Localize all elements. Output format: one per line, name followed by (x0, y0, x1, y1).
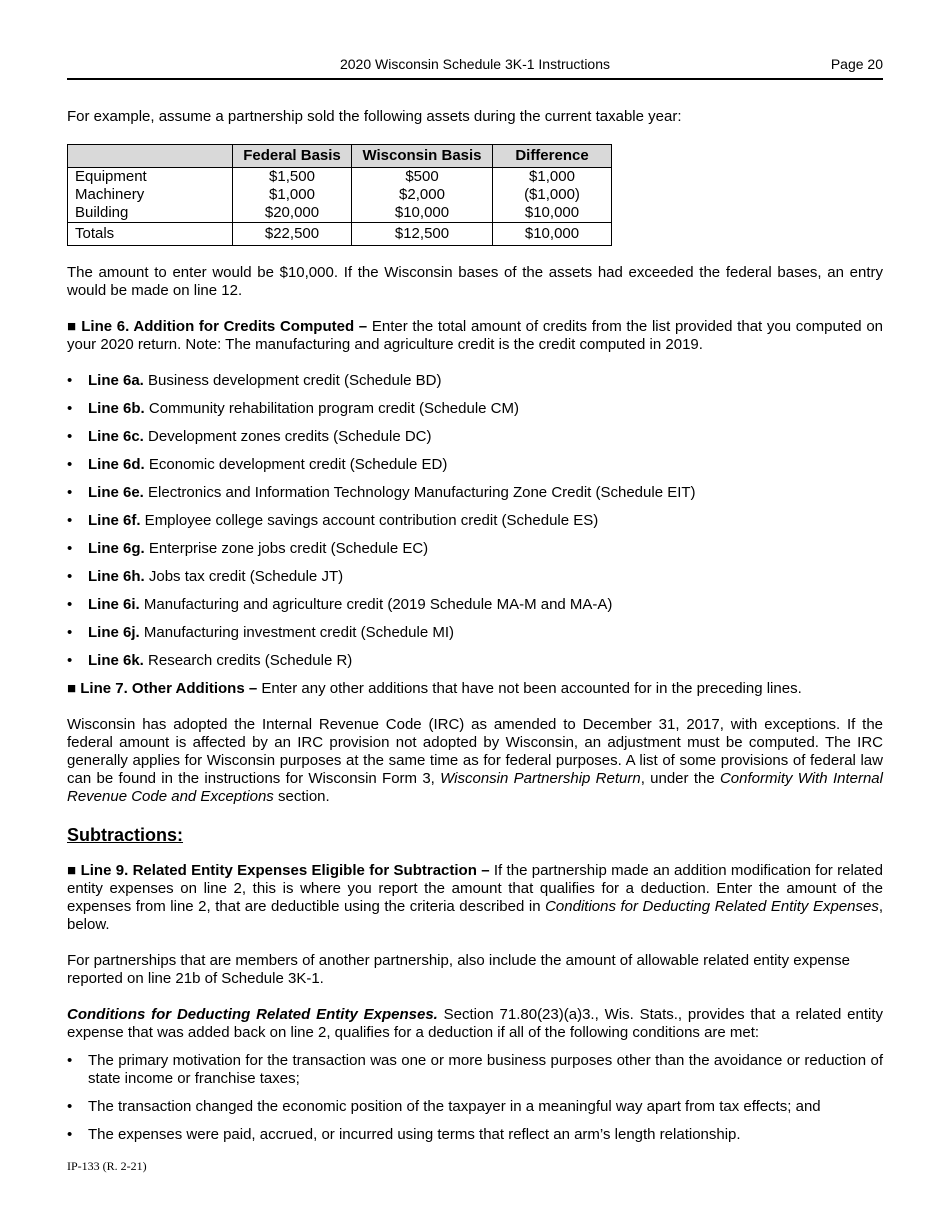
square-bullet-icon: ■ (67, 318, 77, 335)
credit-description: Manufacturing and agriculture credit (2019 Schedule MA-M and MA-A) (139, 596, 613, 613)
credit-line-label: Line 6a. (88, 372, 144, 389)
table-cell: Totals (68, 223, 233, 246)
bullet-icon: • (67, 428, 73, 445)
table-cell: $20,000 (233, 204, 352, 223)
line6-text: Enter the total amount of credits from the list provided that you computed on your 2020 return. Note: The manufacturing and agriculture credit is the credit computed in 2019. (67, 318, 884, 353)
table-cell: $1,500 (233, 168, 352, 187)
page-number: Page 20 (830, 56, 883, 72)
line9-paragraph (67, 862, 883, 934)
table-cell: Building (68, 204, 233, 223)
square-bullet-icon: ■ (67, 862, 77, 879)
table-cell: Equipment (68, 168, 233, 187)
bullet-icon: • (67, 652, 73, 669)
list-item (67, 540, 883, 558)
bullet-icon: • (67, 372, 73, 389)
table-header-cell: Difference (493, 145, 612, 168)
credits-list (67, 372, 883, 670)
list-item (67, 512, 883, 530)
irc-section-name: Conformity With Internal Revenue Code and Exceptions (67, 770, 883, 805)
credit-description: Research credits (Schedule R) (143, 652, 353, 669)
conditions-list (67, 1052, 883, 1144)
credit-line-label: Line 6i. (88, 596, 140, 613)
credit-description: Community rehabilitation program credit (Schedule CM) (144, 400, 519, 417)
list-item (67, 596, 883, 614)
list-item (67, 1126, 883, 1144)
table-cell: $500 (352, 168, 493, 187)
line9-heading: Line 9. Related Entity Expenses Eligible for Subtraction – (80, 862, 490, 879)
table-header-cell (68, 145, 233, 168)
table-cell: $22,500 (233, 223, 352, 246)
table-header-cell: Federal Basis (233, 145, 352, 168)
credit-description: Development zones credits (Schedule DC) (143, 428, 432, 445)
header-title: 2020 Wisconsin Schedule 3K-1 Instructions (339, 56, 611, 72)
bullet-icon: • (67, 568, 73, 585)
line9-italic-ref: Conditions for Deducting Related Entity Expenses (545, 898, 879, 915)
subtractions-heading: Subtractions: (67, 825, 184, 845)
table-cell: $10,000 (352, 204, 493, 223)
list-item (67, 456, 883, 474)
conditions-heading: Conditions for Deducting Related Entity Expenses. (67, 1006, 438, 1023)
line9-text: If the partnership made an addition modification for related entity expenses on line 2, this is where you report the amount that qualifies for a deduction. Enter the amount of the expenses from line 2, that are deductible using the criteria described in (67, 862, 883, 915)
table-totals-row (68, 223, 612, 246)
credit-line-label: Line 6h. (88, 568, 145, 585)
square-bullet-icon: ■ (67, 680, 77, 697)
credit-description: Enterprise zone jobs credit (Schedule EC) (144, 540, 429, 557)
list-item (67, 484, 883, 502)
bullet-icon: • (67, 596, 73, 613)
amount-note: The amount to enter would be $10,000. If the Wisconsin bases of the assets had exceeded the federal bases, an entry would be made on line 12. (67, 264, 883, 299)
table-cell: $10,000 (493, 204, 612, 223)
condition-text: The expenses were paid, accrued, or incurred using terms that reflect an arm’s length relationship. (88, 1126, 741, 1143)
credit-description: Economic development credit (Schedule ED) (144, 456, 448, 473)
bullet-icon: • (67, 456, 73, 473)
condition-text: The primary motivation for the transaction was one or more business purposes other than the avoidance or reduction of state income or franchise taxes; (88, 1052, 883, 1087)
table-header-cell: Wisconsin Basis (352, 145, 493, 168)
intro-paragraph: For example, assume a partnership sold the following assets during the current taxable year: (67, 108, 682, 125)
credit-description: Jobs tax credit (Schedule JT) (144, 568, 344, 585)
line6-paragraph (67, 318, 883, 354)
credit-line-label: Line 6g. (88, 540, 145, 557)
table-cell: $2,000 (352, 186, 493, 204)
line7-paragraph (67, 680, 883, 698)
table-cell: ($1,000) (493, 186, 612, 204)
bullet-icon: • (67, 1052, 73, 1069)
irc-text-3: section. (273, 788, 330, 805)
table-row (68, 186, 612, 204)
page-header (67, 54, 883, 80)
table-cell: Machinery (68, 186, 233, 204)
line7-text: Enter any other additions that have not been accounted for in the preceding lines. (257, 680, 802, 697)
credit-description: Electronics and Information Technology Manufacturing Zone Credit (Schedule EIT) (143, 484, 696, 501)
list-item (67, 1052, 883, 1088)
line7-heading: Line 7. Other Additions – (80, 680, 258, 697)
irc-text-2: , under the (640, 770, 720, 787)
condition-text: The transaction changed the economic position of the taxpayer in a meaningful way apart from tax effects; and (88, 1098, 821, 1115)
list-item (67, 400, 883, 418)
list-item (67, 1098, 883, 1116)
bullet-icon: • (67, 624, 73, 641)
irc-text-1: Wisconsin has adopted the Internal Revenue Code (IRC) as amended to December 31, 2017, with exceptions. If the federal amount is affected by an IRC provision not adopted by Wisconsin, an adjustment must be computed. The IRC generally applies for Wisconsin purposes at the same time as for federal purposes. A list of some provisions of federal law can be found in the instructions for Wisconsin Form 3, (67, 716, 883, 787)
table-header-row (68, 145, 612, 168)
list-item (67, 652, 883, 670)
bullet-icon: • (67, 540, 73, 557)
bullet-icon: • (67, 400, 73, 417)
table-cell: $1,000 (493, 168, 612, 187)
bullet-icon: • (67, 484, 73, 501)
partnerships-note: For partnerships that are members of another partnership, also include the amount of allowable related entity expense reported on line 21b of Schedule 3K-1. (67, 952, 850, 987)
bullet-icon: • (67, 1126, 73, 1143)
table-cell: $1,000 (233, 186, 352, 204)
credit-line-label: Line 6f. (88, 512, 141, 529)
irc-paragraph (67, 716, 883, 806)
document-body (67, 108, 883, 1154)
line6-heading: Line 6. Addition for Credits Computed – (81, 318, 368, 335)
irc-form-name: Wisconsin Partnership Return (440, 770, 641, 787)
table-row (68, 168, 612, 187)
credit-line-label: Line 6e. (88, 484, 144, 501)
credit-line-label: Line 6k. (88, 652, 144, 669)
list-item (67, 372, 883, 390)
bullet-icon: • (67, 1098, 73, 1115)
list-item (67, 428, 883, 446)
conditions-text: Section 71.80(23)(a)3., Wis. Stats., provides that a related entity expense that was added back on line 2, qualifies for a deduction if all of the following conditions are met: (67, 1006, 883, 1041)
table-row (68, 204, 612, 223)
assets-table (67, 144, 612, 246)
conditions-paragraph (67, 1006, 883, 1042)
credit-line-label: Line 6d. (88, 456, 145, 473)
list-item (67, 624, 883, 642)
list-item (67, 568, 883, 586)
form-footer: IP-133 (R. 2-21) (67, 1159, 147, 1173)
credit-description: Business development credit (Schedule BD) (143, 372, 442, 389)
credit-line-label: Line 6b. (88, 400, 145, 417)
bullet-icon: • (67, 512, 73, 529)
table-cell: $12,500 (352, 223, 493, 246)
table-cell: $10,000 (493, 223, 612, 246)
line9-end: , below. (67, 898, 883, 933)
credit-line-label: Line 6c. (88, 428, 144, 445)
credit-line-label: Line 6j. (88, 624, 140, 641)
credit-description: Employee college savings account contribution credit (Schedule ES) (140, 512, 599, 529)
credit-description: Manufacturing investment credit (Schedule MI) (139, 624, 454, 641)
